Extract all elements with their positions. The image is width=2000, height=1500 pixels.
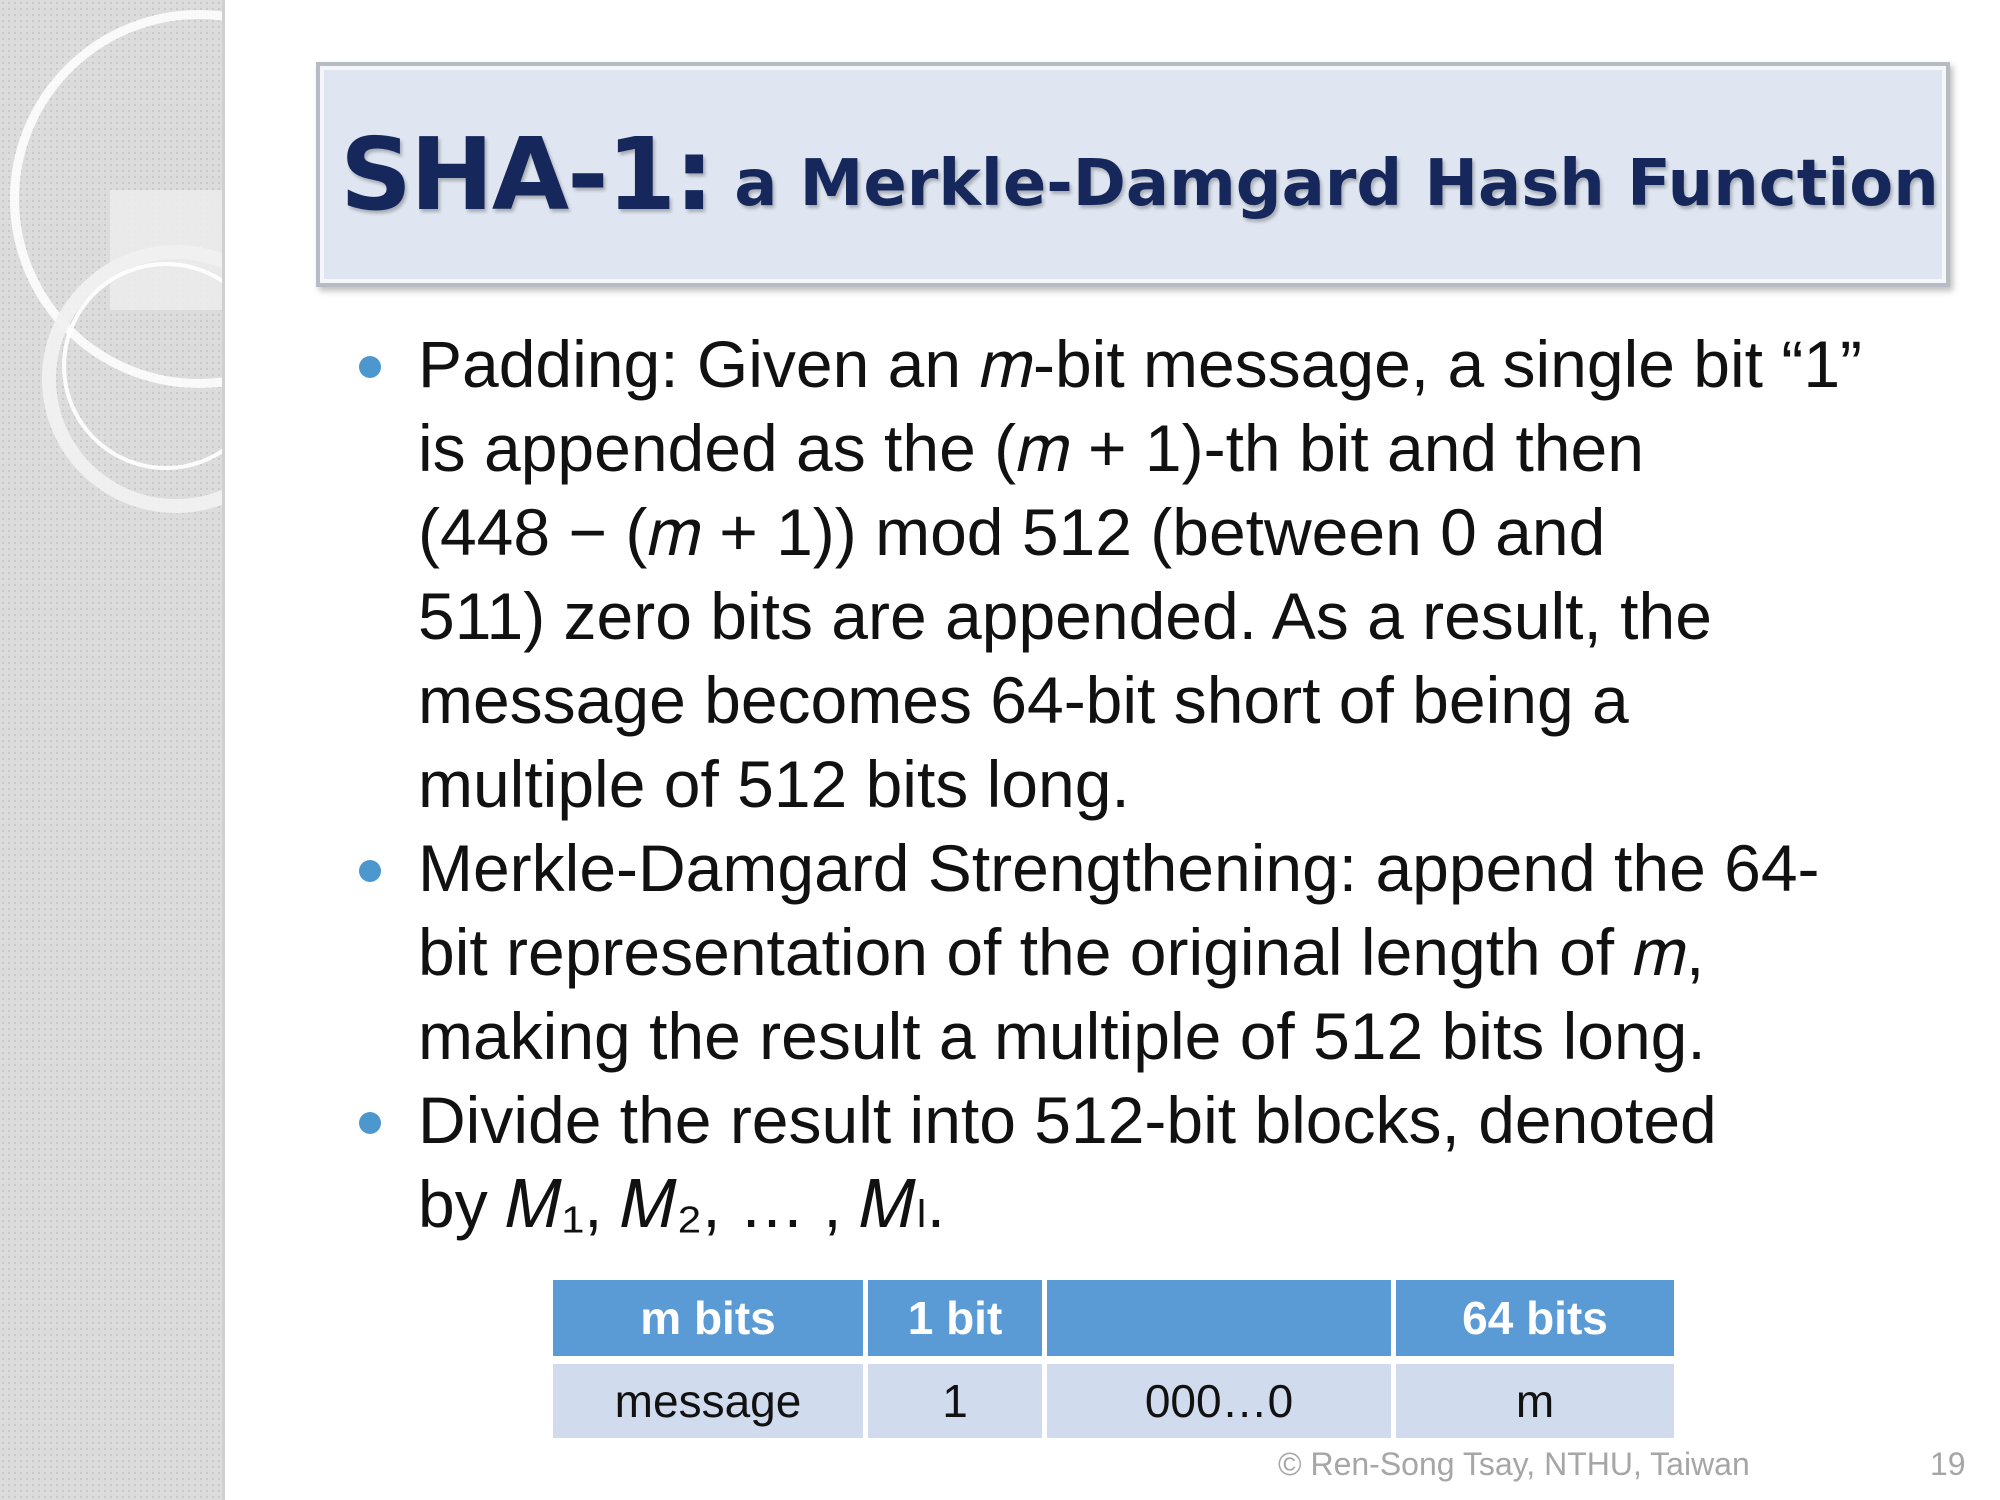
page-number: 19 — [1930, 1446, 1966, 1482]
bullet-line: 511) zero bits are appended. As a result, the — [418, 579, 1712, 653]
bullet-line: is appended as the (𝑚 + 1)-th bit and then — [418, 411, 1644, 485]
table-cell: m — [1396, 1364, 1674, 1438]
bullet-line: Divide the result into 512-bit blocks, denoted — [418, 1083, 1717, 1157]
table-cell: message — [553, 1364, 863, 1438]
bullet-dot-icon — [359, 860, 381, 882]
table-header-cell: m bits — [553, 1280, 863, 1364]
bullet-line: multiple of 512 bits long. — [418, 747, 1130, 821]
table-header-row — [553, 1280, 1674, 1364]
bullet-dot-icon — [359, 1112, 381, 1134]
bullet-divide — [345, 1078, 1955, 1246]
table-header-cell: 64 bits — [1396, 1280, 1674, 1364]
table-header-cell — [1047, 1280, 1391, 1364]
table-row — [553, 1364, 1674, 1438]
table-cell: 1 — [868, 1364, 1042, 1438]
bullet-dot-icon — [359, 356, 381, 378]
bullet-line: bit representation of the original length of 𝑚, — [418, 915, 1705, 989]
bullet-list — [345, 322, 1955, 1246]
decorative-side-strip — [0, 0, 225, 1500]
bullet-line: by 𝑀₁, 𝑀₂, … , 𝑀ₗ. — [418, 1167, 946, 1241]
bullet-line: (448 − (𝑚 + 1)) mod 512 (between 0 and — [418, 495, 1606, 569]
slide-title-main: SHA-1: — [340, 116, 713, 233]
slide-title-box — [316, 62, 1950, 287]
table-cell: 000…0 — [1047, 1364, 1391, 1438]
bullet-line: making the result a multiple of 512 bits long. — [418, 999, 1706, 1073]
footer-credit: © Ren-Song Tsay, NTHU, Taiwan — [1278, 1446, 1750, 1482]
slide-title-subtitle: a Merkle-Damgard Hash Function — [734, 146, 1939, 221]
bullet-padding — [345, 322, 1955, 826]
table-header-cell: 1 bit — [868, 1280, 1042, 1364]
bullet-line: message becomes 64-bit short of being a — [418, 663, 1629, 737]
padding-layout-table — [548, 1280, 1679, 1438]
bullet-line: Padding: Given an 𝑚-bit message, a single bit “1” — [418, 327, 1863, 401]
bullet-strengthening — [345, 826, 1955, 1078]
bullet-line: Merkle-Damgard Strengthening: append the 64- — [418, 831, 1820, 905]
